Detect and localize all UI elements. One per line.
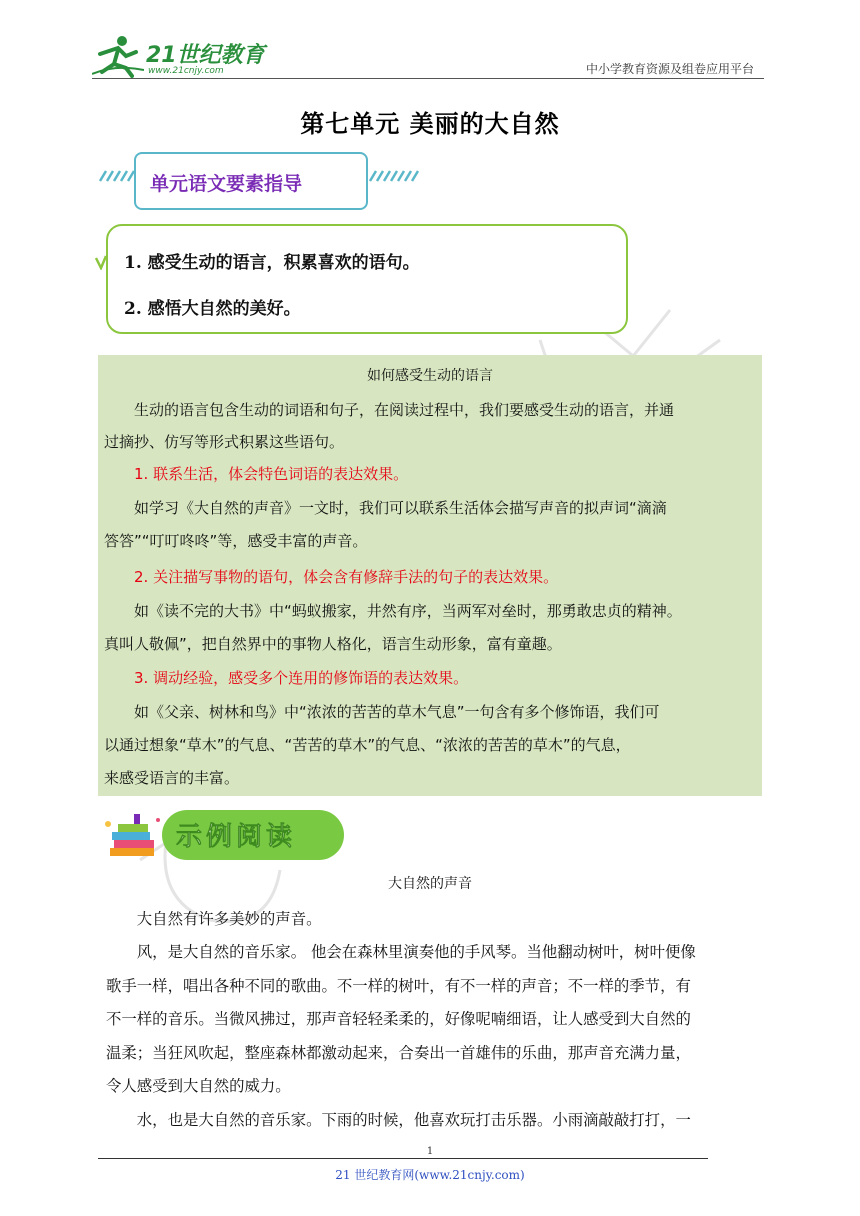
section-banner xyxy=(134,152,368,210)
guidance-line: 过摘抄、仿写等形式积累这些语句。 xyxy=(104,433,345,451)
logo xyxy=(92,34,272,78)
reading-line: 温柔；当狂风吹起，整座森林都激动起来，合奏出一首雄伟的乐曲，那声音充满力量， xyxy=(106,1044,691,1062)
reading-title: 大自然的声音 xyxy=(388,876,472,892)
section-banner-title: 单元语文要素指导 xyxy=(150,173,303,195)
guidance-point-1: 1. 联系生活，体会特色词语的表达效果。 xyxy=(104,465,409,483)
reading-line: 歌手一样，唱出各种不同的歌曲。不一样的树叶，有不一样的声音；不一样的季节，有 xyxy=(106,977,691,995)
platform-name: 中小学教育资源及组卷应用平台 xyxy=(585,62,754,76)
guidance-line: 真叫人敬佩”，把自然界中的事物人格化，语言生动形象，富有童趣。 xyxy=(104,635,562,653)
guidance-box xyxy=(98,355,762,796)
books-icon xyxy=(104,814,168,862)
reading-line: 大自然有许多美妙的声音。 xyxy=(106,910,322,928)
page-header xyxy=(92,28,764,84)
reading-line: 风，是大自然的音乐家。 他会在森林里演奏他的手风琴。当他翻动树叶，树叶便像 xyxy=(106,943,696,961)
guidance-point-2: 2. 关注描写事物的语句，体会含有修辞手法的句子的表达效果。 xyxy=(104,568,559,586)
reading-line: 不一样的音乐。当微风拂过，那声音轻轻柔柔的，好像呢喃细语，让人感受到大自然的 xyxy=(106,1010,691,1028)
guidance-title: 如何感受生动的语言 xyxy=(367,368,493,384)
goal-item: 2. 感悟大自然的美好。 xyxy=(124,299,301,319)
footer-divider xyxy=(98,1158,708,1159)
footer-site-link[interactable]: 21 世纪教育网(www.21cnjy.com) xyxy=(335,1168,525,1182)
reading-line: 令人感受到大自然的威力。 xyxy=(106,1077,291,1095)
guidance-line: 如《读不完的大书》中“蚂蚁搬家，井然有序，当两军对垒时，那勇敢忠贞的精神。 xyxy=(104,602,682,620)
goal-item: 1. 感受生动的语言，积累喜欢的语句。 xyxy=(124,253,420,273)
page-number: 1 xyxy=(426,1146,434,1157)
guidance-line: 生动的语言包含生动的词语和句子，在阅读过程中，我们要感受生动的语言，并通 xyxy=(104,401,675,419)
runner-logo-icon xyxy=(92,34,144,78)
guidance-line: 如学习《大自然的声音》一文时，我们可以联系生活体会描写声音的拟声词“滴滴 xyxy=(104,499,667,517)
banner-stripes-left-icon xyxy=(98,170,134,182)
guidance-point-3: 3. 调动经验，感受多个连用的修饰语的表达效果。 xyxy=(104,669,469,687)
header-divider xyxy=(92,78,764,79)
guidance-line: 以通过想象“草木”的气息、“苦苦的草木”的气息、“浓浓的苦苦的草木”的气息， xyxy=(104,736,631,754)
page-title: 第七单元 美丽的大自然 xyxy=(300,110,560,138)
reading-line: 水，也是大自然的音乐家。下雨的时候，他喜欢玩打击乐器。小雨滴敲敲打打，一 xyxy=(106,1111,691,1129)
logo-url: www.21cnjy.com xyxy=(148,66,224,76)
example-reading-banner xyxy=(104,806,344,864)
guidance-line: 答答”“叮叮咚咚”等，感受丰富的声音。 xyxy=(104,532,368,550)
example-reading-title: 示例阅读 xyxy=(176,822,297,852)
unit-goals-box xyxy=(106,224,628,334)
guidance-line: 来感受语言的丰富。 xyxy=(104,769,240,787)
guidance-line: 如《父亲、树林和鸟》中“浓浓的苦苦的草木气息”一句含有多个修饰语，我们可 xyxy=(104,703,660,721)
banner-stripes-right-icon xyxy=(368,170,424,182)
logo-text: 21世纪教育 xyxy=(146,43,265,68)
